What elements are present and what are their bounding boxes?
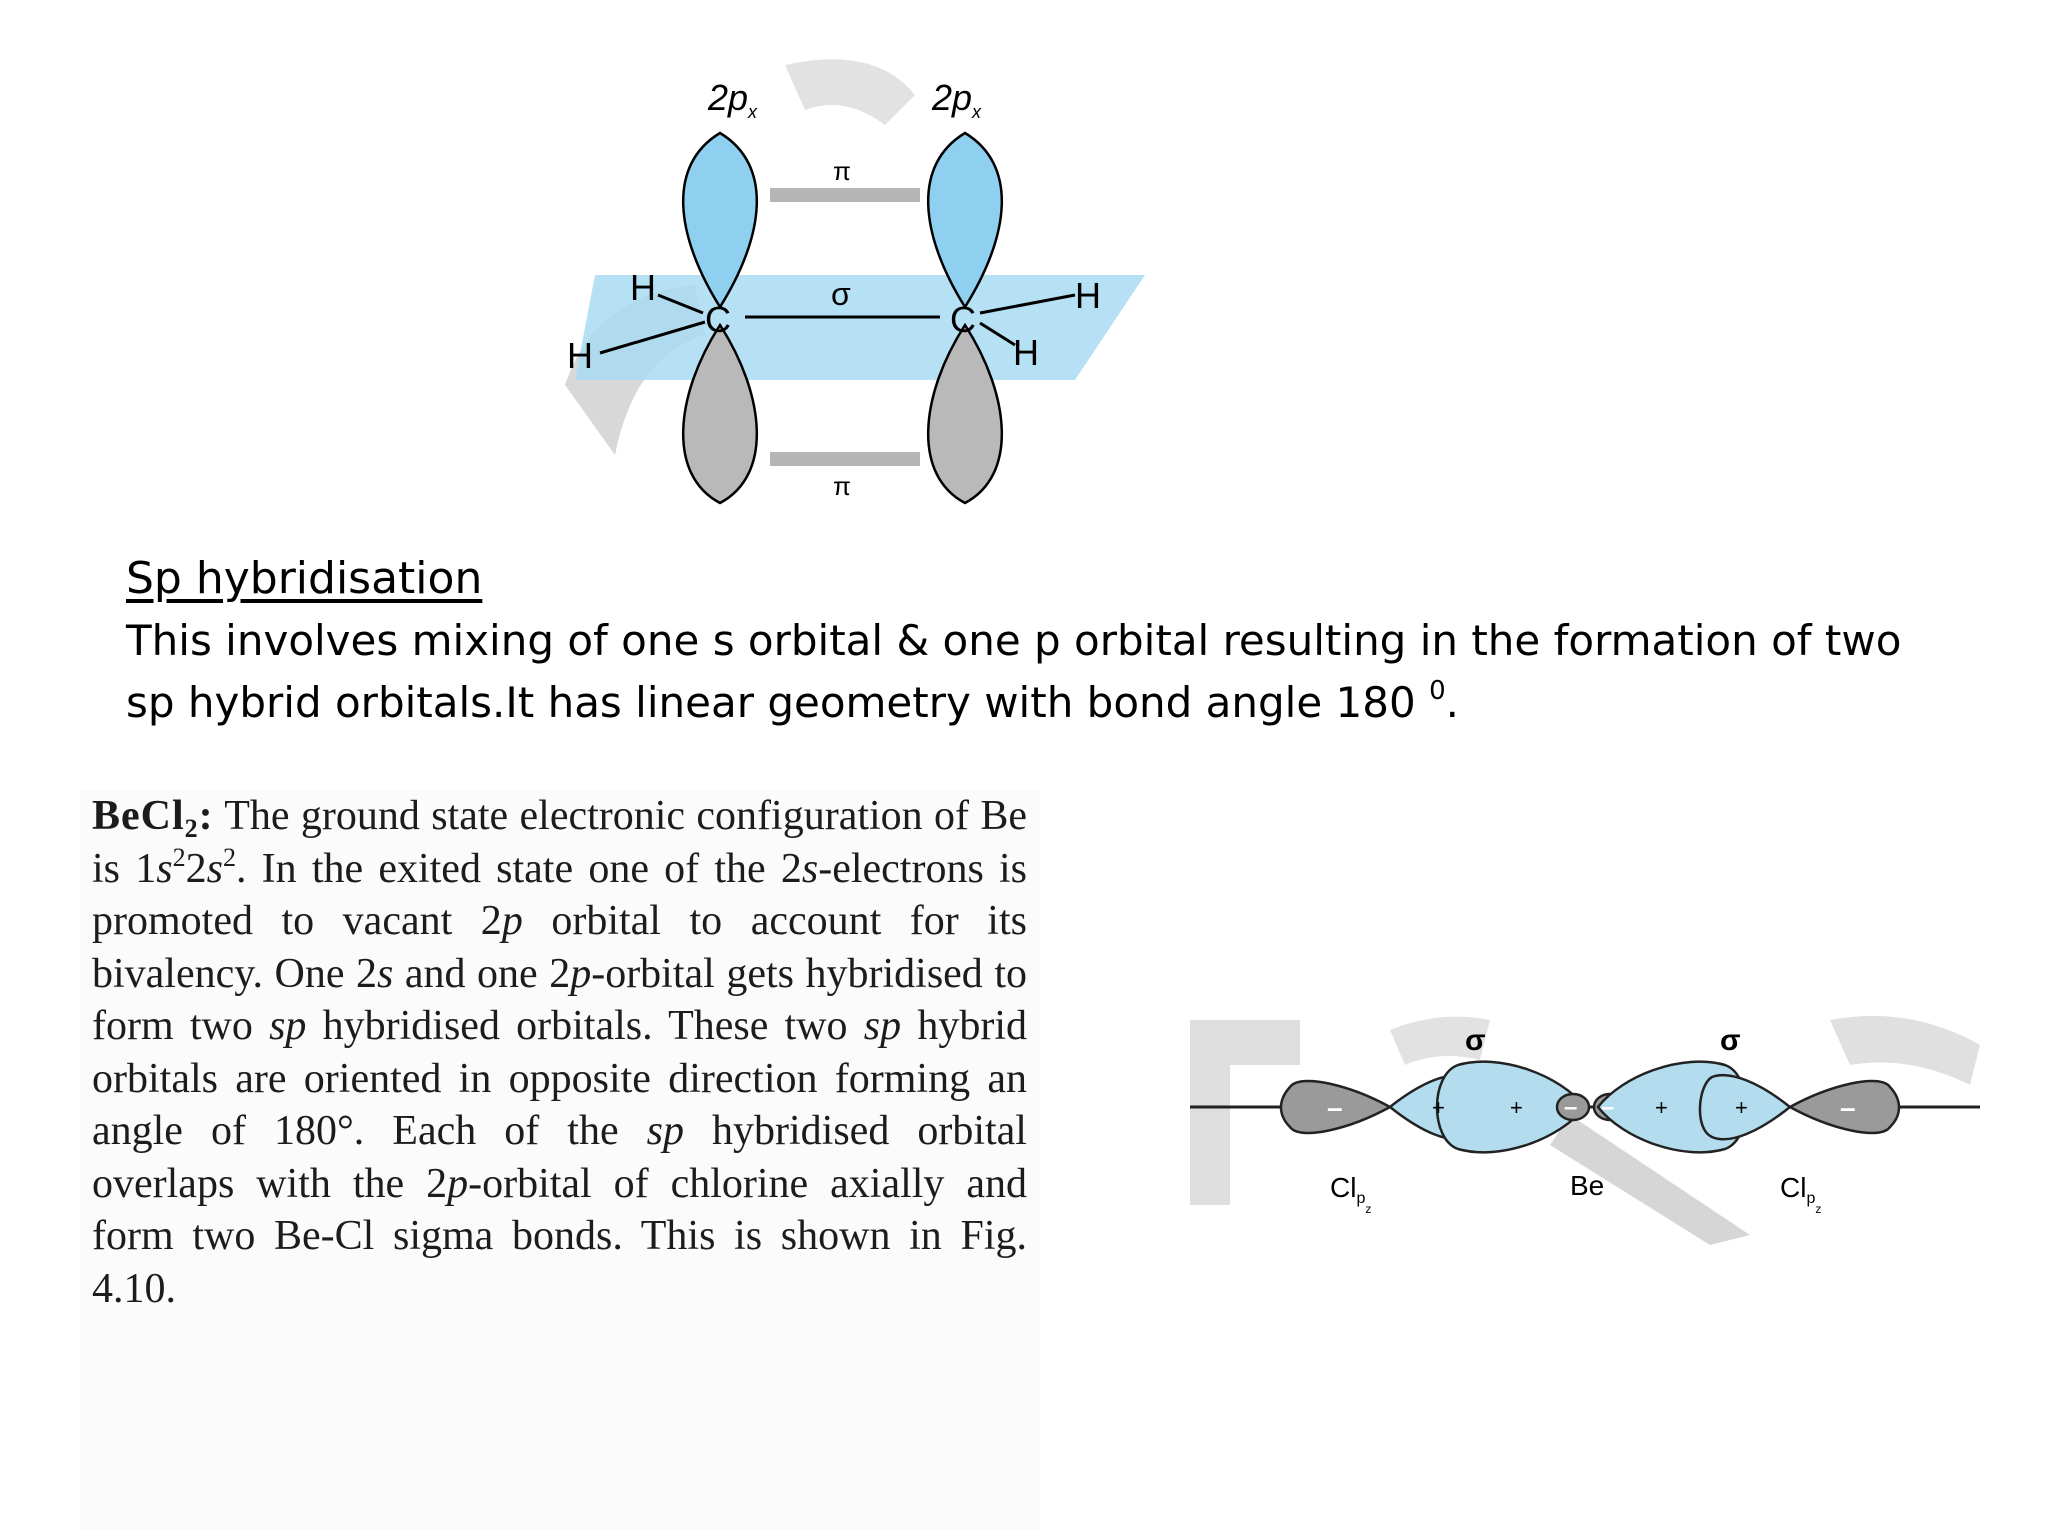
sign-minus: –	[1327, 1092, 1343, 1123]
be-label: Be	[1570, 1170, 1605, 1201]
sign-plus: +	[1432, 1095, 1445, 1120]
pi-bond-bar-bottom	[770, 452, 920, 466]
cl-label-right: $Cl_{pz}$	[1780, 1172, 1822, 1216]
label-2px-right: $2p_x$	[932, 77, 982, 122]
pi-label-top: π	[833, 156, 851, 186]
sigma-label-left: σ	[1465, 1024, 1486, 1057]
sign-minus: –	[1601, 1094, 1615, 1121]
molecular-plane	[575, 275, 1145, 380]
label-2px-left: $2p_x$	[708, 77, 758, 122]
sigma-label-right: σ	[1720, 1024, 1741, 1057]
sp-hybridisation-section	[126, 548, 1986, 734]
sign-minus: –	[1564, 1094, 1578, 1121]
degree-superscript: 0	[1429, 676, 1446, 706]
hydrogen-label: H	[1075, 275, 1101, 316]
carbon-label-right: C	[950, 299, 976, 340]
hydrogen-label: H	[630, 267, 656, 308]
pi-label-bottom: π	[833, 471, 851, 501]
becl2-paragraph: BeCl$_2$: The ground state electronic configuration of Be is $1s^22s^2$. In the exited state one of the 2s-electrons is promoted to vacant 2p orbital to account for its bivalency. One 2s and one 2p-orbital gets hybridised to form two sp hybridised orbitals. These two sp hybrid orbitals are oriented in opposite direction forming an angle of 180°. Each of the sp hybridised orbital overlaps with the 2p-orbital of chlorine axially and form two Be-Cl sigma bonds. This is shown in Fig. 4.10.	[92, 793, 1028, 1312]
watermark-shape	[1830, 1016, 1980, 1085]
sigma-label: σ	[831, 276, 851, 312]
sign-minus: –	[1840, 1092, 1856, 1123]
sign-plus: +	[1735, 1095, 1748, 1120]
sign-plus: +	[1655, 1095, 1668, 1120]
section-paragraph: This involves mixing of one s orbital & one p orbital resulting in the formation of two sp hybrid orbitals.It has linear geometry with bond angle 180 $^0$.	[126, 616, 1902, 727]
hydrogen-label: H	[567, 335, 593, 376]
pi-bond-bar-top	[770, 188, 920, 202]
section-heading: Sp hybridisation	[126, 553, 483, 604]
sign-plus: +	[1510, 1095, 1523, 1120]
paragraph-line: This involves mixing of one s orbital & one p orbital resulting in the formation of two	[126, 616, 1902, 665]
ethylene-bonding-diagram	[555, 55, 1145, 515]
becl2-orbital-diagram	[1190, 1005, 1980, 1245]
watermark-shape	[785, 59, 915, 125]
becl2-textbook-excerpt	[80, 790, 1040, 1530]
paragraph-line: sp hybrid orbitals.It has linear geometry with bond angle 180	[126, 678, 1416, 727]
hydrogen-label: H	[1013, 332, 1039, 373]
cl-label-left: $Cl_{pz}$	[1330, 1172, 1372, 1216]
carbon-label-left: C	[705, 299, 731, 340]
becl2-label: BeCl$_2$:	[92, 793, 214, 843]
